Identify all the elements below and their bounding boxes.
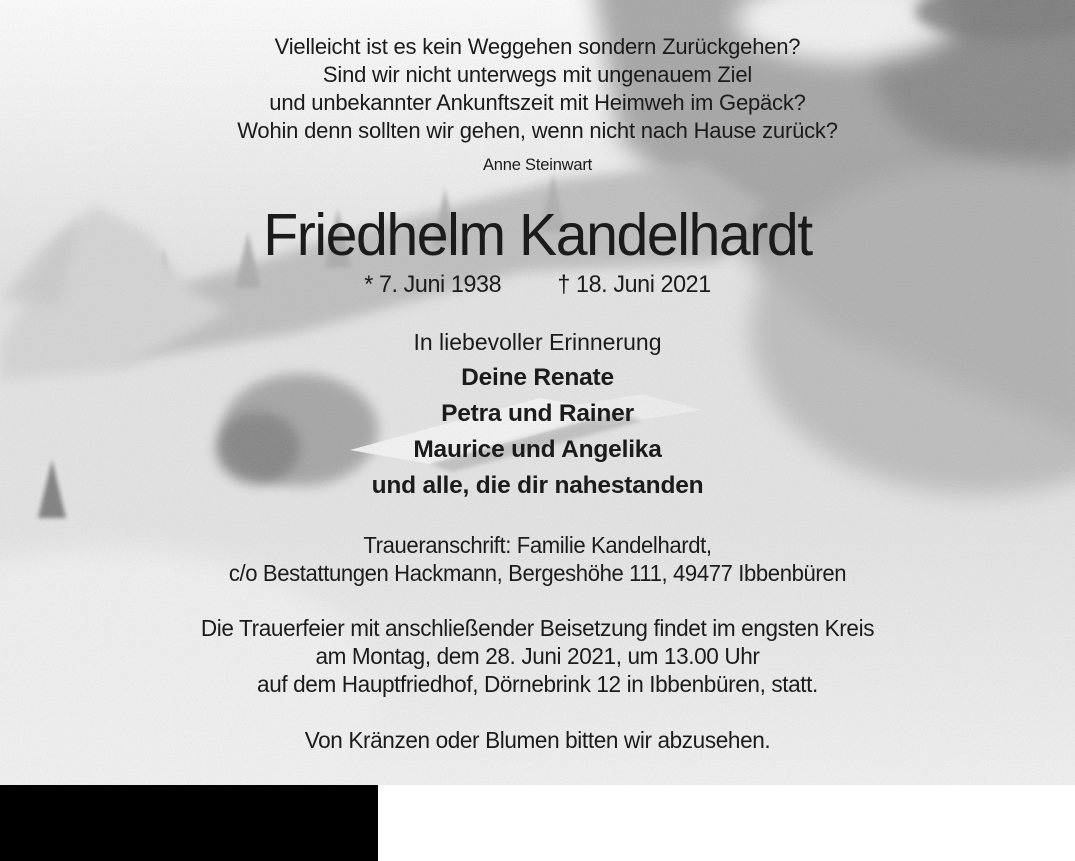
address-line: c/o Bestattungen Hackmann, Bergeshöhe 111, 49477 Ibbenbüren xyxy=(228,560,847,586)
deceased-name: Friedhelm Kandelhardt xyxy=(263,202,812,268)
mourner-line: Deine Renate xyxy=(461,364,614,391)
mourner-line: und alle, die dir nahestanden xyxy=(371,472,704,499)
quote-line: Sind wir nicht unterwegs mit ungenauem Ziel xyxy=(322,62,753,87)
redaction-block xyxy=(0,785,378,861)
quote-line: Wohin denn sollten wir gehen, wenn nicht nach Hause zurück? xyxy=(237,118,838,143)
quote-line: und unbekannter Ankunftszeit mit Heimweh im Gepäck? xyxy=(269,90,806,115)
remembrance-intro: In liebevoller Erinnerung xyxy=(413,329,662,355)
quote-author: Anne Steinwart xyxy=(482,156,593,174)
closing-note: Von Kränzen oder Blumen bitten wir abzusehen. xyxy=(304,727,771,753)
ceremony-details xyxy=(22,614,1054,698)
death-date: † 18. Juni 2021 xyxy=(557,271,711,298)
mourners-list xyxy=(0,360,1075,504)
ceremony-line: Die Trauerfeier mit anschließender Beisetzung findet im engsten Kreis xyxy=(200,615,875,641)
birth-date: * 7. Juni 1938 xyxy=(364,271,502,298)
opening-quote xyxy=(0,33,1075,145)
ceremony-line: am Montag, dem 28. Juni 2021, um 13.00 Uhr xyxy=(315,643,760,669)
mourning-address xyxy=(22,531,1054,587)
address-line: Traueranschrift: Familie Kandelhardt, xyxy=(363,532,712,558)
ceremony-line: auf dem Hauptfriedhof, Dörnebrink 12 in Ibbenbüren, statt. xyxy=(257,671,818,697)
life-dates xyxy=(16,271,1059,299)
mourner-line: Maurice und Angelika xyxy=(413,436,662,463)
quote-line: Vielleicht ist es kein Weggehen sondern Zurückgehen? xyxy=(274,34,801,59)
mourner-line: Petra und Rainer xyxy=(441,400,634,427)
